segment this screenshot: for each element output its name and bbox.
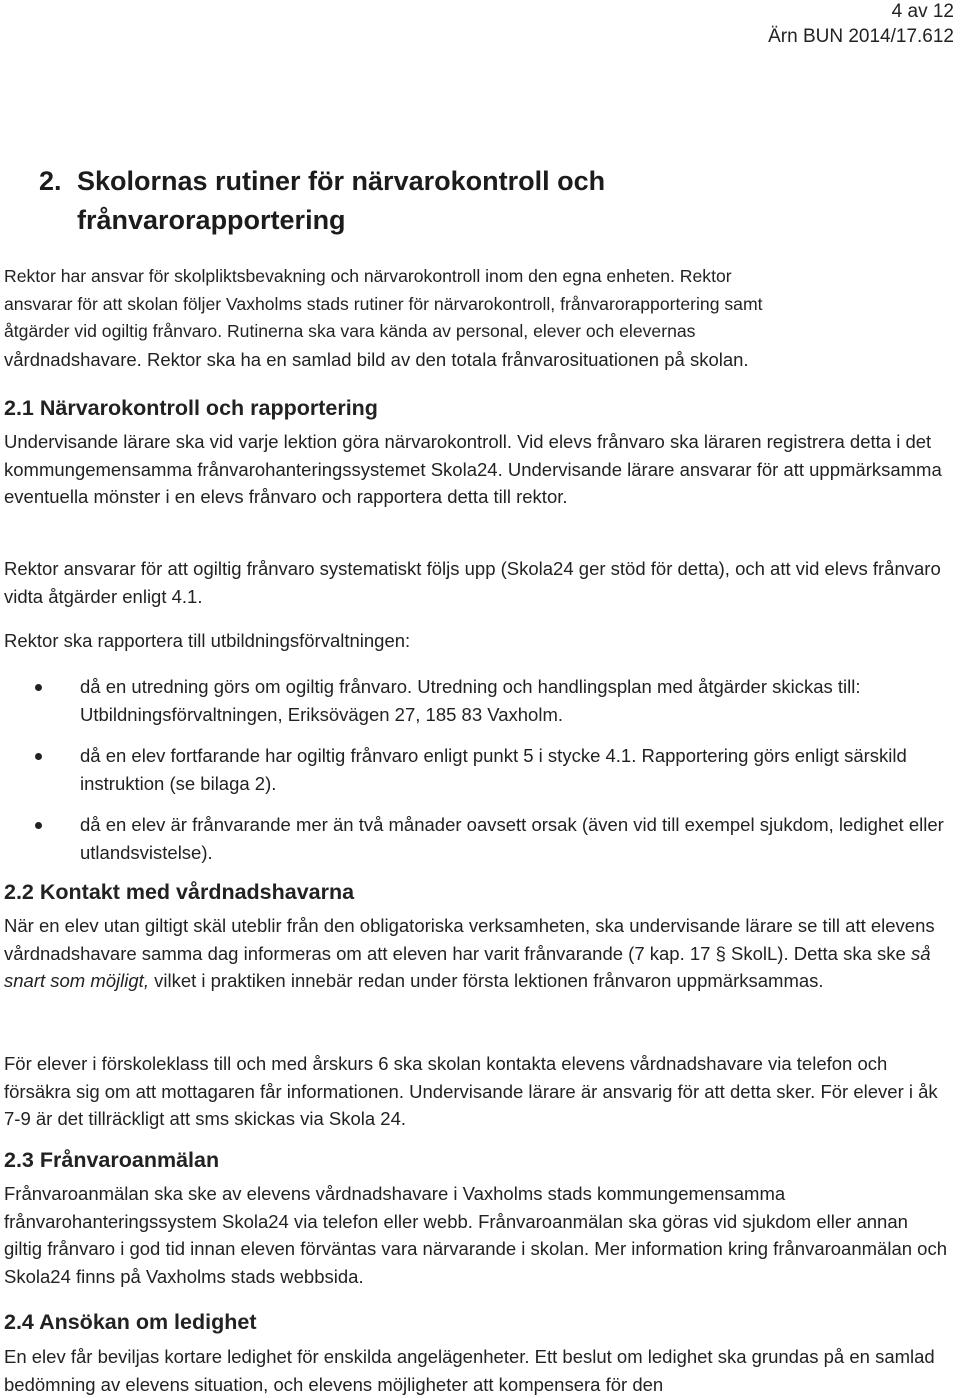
intro-line-4a: vårdnadshavare. <box>4 349 142 370</box>
bullet-icon <box>35 684 42 691</box>
list-item <box>4 673 949 728</box>
section-2-1-paragraph-2: Rektor ansvarar för att ogiltig frånvaro systematiskt följs upp (Skola24 ger stöd för detta), och att vid elevs frånvaro vidta åtgärder enligt 4.1. <box>4 558 941 607</box>
section-2-1-heading: 2.1 Närvarokontroll och rapportering <box>4 396 378 420</box>
paragraph-part-b: vilket i praktiken innebär redan under första lektionen frånvaron uppmärksammas. <box>148 970 824 991</box>
paragraph-part-a: När en elev utan giltigt skäl uteblir från den obligatoriska verksamheten, ska undervisande lärare se till att elevens vårdnadshavare samma dag informeras om att eleven har varit frånvarande (7 kap. 17 § SkolL). Detta ska ske <box>4 915 935 964</box>
intro-line-3: åtgärder vid ogiltig frånvaro. Rutinerna ska vara kända av personal, elever och elevernas <box>4 321 696 341</box>
list-item-text: då en elev fortfarande har ogiltig frånvaro enligt punkt 5 i stycke 4.1. Rapportering görs enligt särskild instruktion (se bilaga 2). <box>80 745 907 794</box>
section-2-2-paragraph-2: För elever i förskoleklass till och med årskurs 6 ska skolan kontakta elevens vårdnadshavare via telefon och försäkra sig om att mottagaren får informationen. Undervisande lärare är ansvarig för att detta sker. För elever i åk 7-9 är det tillräckligt att sms skickas via Skola 24. <box>4 1053 938 1129</box>
intro-line-4 <box>4 346 949 374</box>
section-2-2-paragraph-1 <box>4 912 949 995</box>
intro-line-4b: Rektor ska ha en samlad bild av den totala frånvarosituationen på skolan. <box>146 349 749 370</box>
section-2-1-paragraph-1: Undervisande lärare ska vid varje lektion göra närvarokontroll. Vid elevs frånvaro ska läraren registrera detta i det kommungemensamma frånvarohanteringssystemet Skola24. Undervisande lärare ansvarar för att uppmärksamma eventuella mönster i en elevs frånvaro och rapportera detta till rektor. <box>4 431 942 507</box>
section-number: 2. <box>39 166 62 196</box>
section-2-heading <box>39 162 919 240</box>
section-2-3-heading: 2.3 Frånvaroanmälan <box>4 1148 220 1172</box>
section-2-3-paragraph-1: Frånvaroanmälan ska ske av elevens vårdnadshavare i Vaxholms stads kommungemensamma frånvarohanteringssystem Skola24 via telefon eller webb. Frånvaroanmälan ska göras vid sjukdom eller annan giltig frånvaro i god tid innan eleven förväntas vara närvarande i skolan. Mer information kring frånvaroanmälan och Skola24 finns på Vaxholms stads webbsida. <box>4 1183 947 1287</box>
page-number: 4 av 12 <box>891 1 954 22</box>
list-item <box>4 742 949 797</box>
section-2-4-paragraph-1: En elev får beviljas kortare ledighet för enskilda angelägenheter. Ett beslut om ledighet ska grundas på en samlad bedömning av elevens situation, och elevens möjligheter att kompensera för den <box>4 1346 935 1395</box>
section-2-2-heading: 2.2 Kontakt med vårdnadshavarna <box>4 880 355 904</box>
section-2-4-heading: 2.4 Ansökan om ledighet <box>4 1310 257 1334</box>
list-item-text: då en utredning görs om ogiltig frånvaro. Utredning och handlingsplan med åtgärder skickas till: Utbildningsförvaltningen, Eriksövägen 27, 185 83 Vaxholm. <box>80 676 861 725</box>
bullet-icon <box>35 753 42 760</box>
heading-line-2: frånvarorapportering <box>77 205 346 235</box>
intro-line-1: Rektor har ansvar för skolpliktsbevakning och närvarokontroll inom den egna enheten. Rektor <box>4 266 732 286</box>
list-item <box>4 811 949 866</box>
document-reference: Ärn BUN 2014/17.612 <box>768 26 954 47</box>
section-2-1-paragraph-3: Rektor ska rapportera till utbildningsförvaltningen: <box>4 630 411 651</box>
list-item-text: då en elev är frånvarande mer än två månader oavsett orsak (även vid till exempel sjukdom, ledighet eller utlandsvistelse). <box>80 814 944 863</box>
heading-line-1: Skolornas rutiner för närvarokontroll och <box>77 166 606 196</box>
intro-line-2: ansvarar för att skolan följer Vaxholms stads rutiner för närvarokontroll, frånvarorapportering samt <box>4 294 763 314</box>
bullet-icon <box>35 822 42 829</box>
emphasis-text: så snart som möjligt, <box>4 942 931 991</box>
